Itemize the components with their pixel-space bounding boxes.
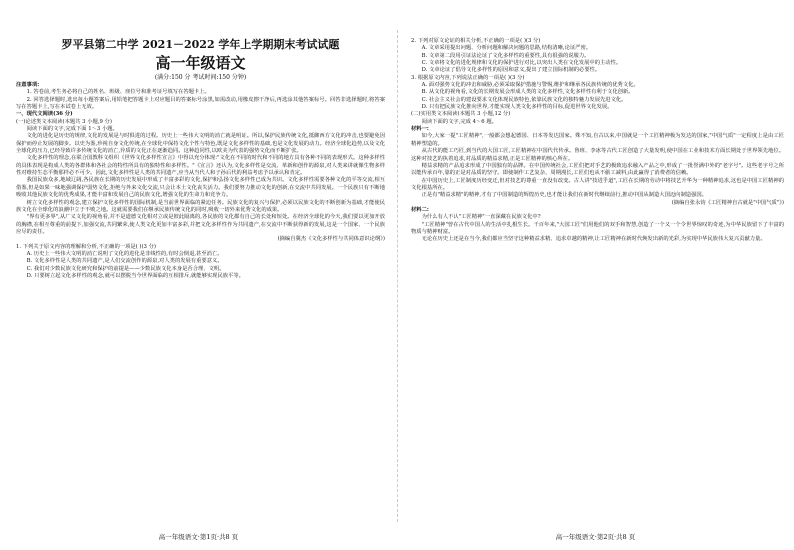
question-option: D. 只要树立起文化多样性的观念,就可以摆脱当今世界面临的互相排斥,就能够实现民族平等。 [26,272,244,279]
question-stem: 3. 根据原文内容,下列说法正确的一项是( )(3 分) [411,74,525,81]
passage-paragraph: 树立文化多样性的观念,建立保护文化多样性的国际机制,是当前世界面临的紧迫任务。民族文化的复兴与保护,必须以民族文化的不断创新为基础,才能使民族文化在全球化的浪潮中立于不败之地。这就需要我们在继承民族传统文化的同时,吸收一切外来优秀文化的成果。 [16,199,385,213]
instruction: 阅读下面的文字,完成下面 1～3 小题。 [26,126,118,133]
question-option: D. 只有把民族文化推向世界,才能实现人类文化多样性的目标,促进世界文化发展。 [421,104,613,111]
question-option: D. 文章论证了倡导文化多样性的原因和意义,提出了建立国际机制的必要性。 [421,67,601,74]
question-option: C. 我们对少数民族文化研究和保护的前提是——少数民族文化本身是否合理、文明。 [26,265,225,272]
exam-meta: (满分:150 分 考试时间:150 分钟) [154,74,247,81]
passage-paragraph: 从古代的能工巧匠,到当代的大国工匠,工匠精神在中国代代传承。鲁班、李冰等古代工匠创造了大量发明,使中国在工业和技术方面长期处于世界领先地位。这种对技艺的执着追求,对品质的精益求精,正是工匠精神的核心所在。 [411,148,784,162]
material-title: 材料二: [411,206,429,213]
passage-source: (摘编自冀杰《文化多样性与共同体意识论纲》) [277,236,385,243]
question-stem: 2. 下列对原文论证的相关分析,不正确的一项是( )(3 分) [411,38,541,44]
question-option: B. 文章第二段用引证法论证了文化多样性的重要性,具有很强的说服力。 [421,52,590,59]
passage-source: (摘编自张永钧《工匠精神自古就是"中国气质"》) [671,199,784,206]
section-heading: 一、现代文阅读(36 分) [16,111,73,118]
exam-page-2 [397,0,794,550]
question-stem: 1. 下列关于原文内容的理解和分析,不正确的一项是( )(3 分) [16,243,156,250]
question-option: B. 文化多样性是人类的共同遗产,是人们交流创作的源泉,对人类的发展有重要意义。 [26,258,223,265]
subsection-heading: (一)论述类文本阅读(本题共 3 小题,9 分) [16,118,112,125]
notice-title: 注意事项: [16,82,40,88]
subsection-heading: (二)实用类文本阅读(本题共 3 小题,12 分) [411,111,511,118]
notice-item: 2. 回答选择题时,选出每小题答案后,用铅笔把答题卡上对应题目的答案标号涂黑,如需改动,用橡皮擦干净后,再选涂其他答案标号。回答非选择题时,将答案写在答题卡上,写在本试卷上无效。 [16,96,385,111]
passage-paragraph: 如今,大家一提"工匠精神",一般都会想起德国、日本等发达国家。殊不知,自古以来,中国就是一个工匠精神极为发达的国家,"中国气质"一定程度上是由工匠精神塑造的。 [411,133,784,147]
page-footer: 高一年级语文·第1页·共8 页 [158,533,239,541]
passage-paragraph: 文化的进化是历史的规律,文化的发展是与时俱进的过程。历史上一些伟大文明的消亡就是明证。所以,保护民族传统文化,抵御西方文化的冲击,也要避免因保护而停止发展的脚步。以史为鉴,珍视自身文化传统,在全球化中保持文化个性与特色,既是文化多样性的基础,也是文化发展的动力。经济全球化趋势,以及文化全球化的压力,已经导致许多传统文化的消亡,异质的文化正在逐渐趋同。这种趋同性,以欧美为代表的强势文化而不断扩张。 [16,133,385,155]
question-option: C. 文章将文化的进化规律和文化的保护进行对比,以突出人类在文化发展中的主动性。 [421,60,622,67]
passage-paragraph: 文化多样性的理念,在联合国教科文组织《世界文化多样性宣言》中得以充分体现:"文化在不同的时代和不同的地方具有各种不同的表现形式。这种多样性的具体表现是构成人类的各群体和各社会的特性所具有的独特性和多样性。"《宣言》还认为,文化多样性是交流、革新和创作的源泉,对人类来讲就像生物多样性对维持生态平衡那样必不可少。因此,文化多样性是人类的共同遗产,应当从当代人和子孙后代的利益考虑予以承认和肯定。 [16,155,385,177]
passage-paragraph: 精益求精的产品追求形成了中国独有的品牌。在中国传统社会,工匠们把对手艺的极致追求融入产品之中,形成了一批誉满中外的"老字号"。这些老字号之所以能传承百年,靠的正是对品质的坚守。即使制作工艺复杂、周期漫长,工匠们也从不偷工减料,由此赢得了消费者的信赖。 [411,162,784,177]
question-option: A. 文章采用提出问题、分析问题和解决问题的思路,结构清晰,论证严密。 [421,45,592,52]
question-option: C. 社会主义社会的建设要求文化体现民族特色,依靠民族文化的独特魅力发展先进文化。 [421,96,627,103]
passage-paragraph: 我国民族众多,地域辽阔,各民族在长期的历史发展中形成了丰富多彩的文化,保护和弘扬文化多样性已成为共识。文化多样性需要各种文化的平等交流,相互借鉴,但是如果一味地强调保护弱势文化,拒绝与外来文化交流,只会让本土文化丧失活力。我们要努力推动文化的创新,在交流中共同发展。一个民族只有不断地吸收其他民族文化的优秀成果,才能丰富和发展自己的民族文化,增强文化的生命力和竞争力。 [16,177,385,199]
material-title: 材料一: [411,126,429,133]
passage-paragraph: "工匠精神"曾在古代中国人的生活中扎根生长。千百年来,"大国工匠"们用他们的双手和智慧,创造了一个又一个令世界惊叹的奇迹,为中华民族留下了丰富的物质与精神财富。 [411,221,784,235]
notice-item: 1. 答卷前,考生务必将自己的姓名、班级、座位号和准考证号填写在答题卡上。 [26,89,210,96]
exam-subtitle: 高一年级语文 [155,54,246,72]
question-option: A. 面对强势文化的冲击和威胁,必须采取保护措施与警惕,维护和继承各民族传统的优秀文化。 [421,82,639,89]
passage-paragraph: 在中国历史上,工匠制度历经变迁,但对技艺的尊重一直没有改变。古人讲"技进乎道",工匠在长期的劳动中将技艺升华为一种精神追求,这也是中国工匠精神的文化根基所在。 [411,177,784,191]
exam-title: 罗平县第二中学 2021－2022 学年上学期期末考试试题 [61,38,340,51]
page-footer: 高一年级语文·第2页·共8 页 [555,533,636,541]
passage-paragraph: 正是有"精益求精"的精神,才有了中国制造的辉煌历史,也才能让我们在新时代继续前行,推动中国从制造大国迈向制造强国。 [421,192,707,199]
question-option: B. 从文化的视角看,文化的长期发展会形成人类的文化多样性,文化多样性有利于文化创新。 [421,89,634,96]
question-option: A. 历史上一些伟大文明的消亡说明了文化的进化是非线性的,有时会倒退,甚至消亡。 [26,250,223,257]
passage-paragraph: "界有更多界",从广义文化的视角看,并不是道德文化相对立或是彼此隔离的,各民族的文化都有自己的长处和短处。在经济全球化的今天,我们要以更加开放的胸襟,在相互尊重的前提下,加强交流,共同繁荣,使人类文化更加丰富多彩,并把文化多样性作为共同遗产,在交流中不断获得新的发展,这是一个国家、一个民族应尽的责任。 [16,214,385,235]
instruction: 阅读下面的文字,完成 4～6 题。 [421,118,497,125]
passage-paragraph: 无论在历史上还是在当今,我们都应当坚守这种精益求精、追求卓越的精神,让工匠精神在新时代焕发出新的光彩,为实现中华民族伟大复兴贡献力量。 [421,236,766,243]
passage-question: 为什么有人不认"工匠精神"一直深藏在民族文化中? [421,214,541,221]
